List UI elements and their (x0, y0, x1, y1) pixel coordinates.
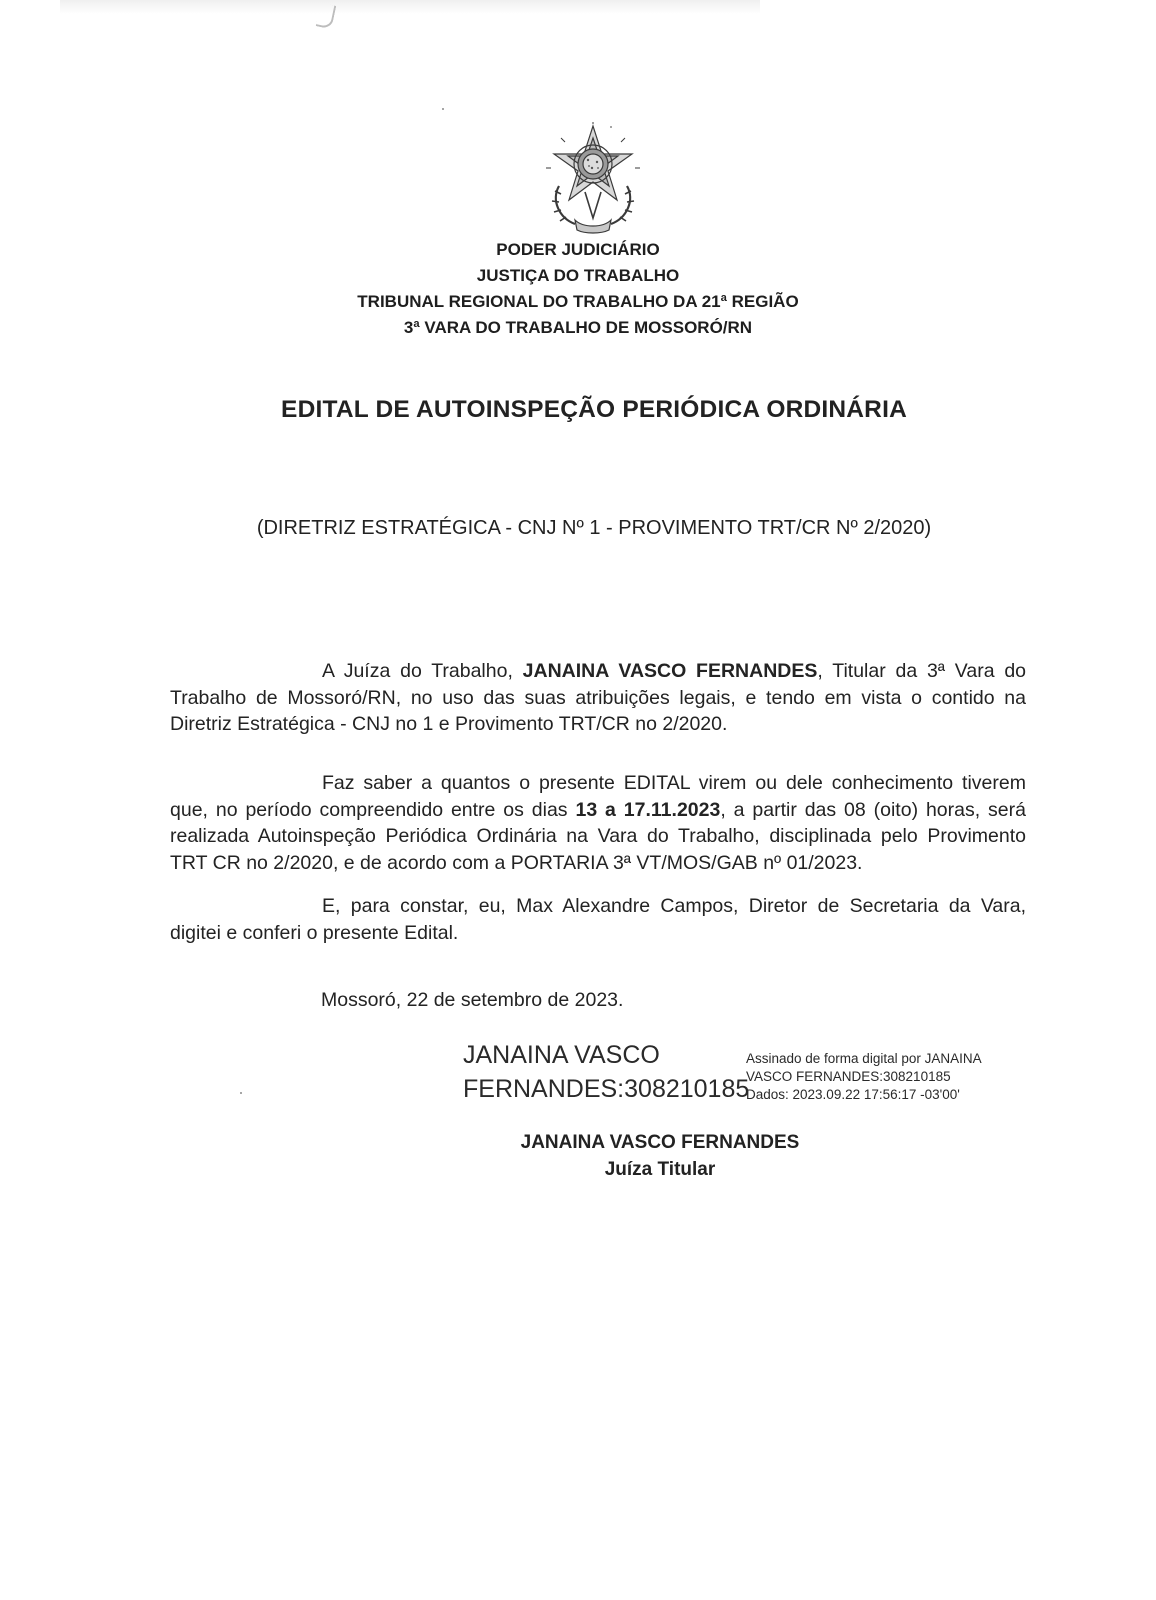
paragraph-judge-intro (170, 658, 1026, 738)
document-subtitle: (DIRETRIZ ESTRATÉGICA - CNJ Nº 1 - PROVIMENTO TRT/CR Nº 2/2020) (256, 517, 932, 539)
header-regional-court: TRIBUNAL REGIONAL DO TRABALHO DA 21ª REGIÃO (357, 292, 799, 311)
digital-signature-timestamp: Dados: 2023.09.22 17:56:17 -03'00' (746, 1087, 960, 1102)
document-title: EDITAL DE AUTOINSPEÇÃO PERIÓDICA ORDINÁRIA (281, 396, 907, 423)
paragraph-text: A Juíza do Trabalho, (322, 660, 523, 682)
header-labor-justice: JUSTIÇA DO TRABALHO (476, 266, 680, 285)
paragraph-text: , a partir das 08 (oito) horas, será realizada Autoinspeção Periódica Ordinária na Vara do Trabalho, disciplinada pelo Provimento TRT CR no 2/2020, e de acordo com a PORTARIA 3ª VT/MOS/GAB nº 01/2023. (170, 798, 1026, 874)
place-and-date: Mossoró, 22 de setembro de 2023. (321, 989, 624, 1011)
inspection-dates: 13 a 17.11.2023 (575, 798, 721, 821)
scan-pen-mark (316, 3, 337, 30)
paragraph-text: Faz saber a quantos o presente EDITAL virem ou dele conhecimento tiverem que, no período compreendido entre os dias (170, 772, 1026, 821)
header-labor-court: 3ª VARA DO TRABALHO DE MOSSORÓ/RN (403, 318, 753, 337)
digital-signature-name: JANAINA VASCO (463, 1041, 660, 1069)
paragraph-closing: E, para constar, eu, Max Alexandre Campos, Diretor de Secretaria da Vara, digitei e conferi o presente Edital. (170, 895, 1026, 944)
signer-role: Juíza Titular (604, 1159, 716, 1180)
paragraph-announcement (170, 770, 1026, 876)
scan-speck (442, 108, 444, 110)
scan-speck (240, 1092, 242, 1094)
digital-signature-id: FERNANDES:308210185 (463, 1075, 750, 1103)
judge-name: JANAINA VASCO FERNANDES (522, 660, 818, 682)
scan-edge-shadow (60, 0, 760, 14)
paragraph-text: , Titular da 3ª Vara do Trabalho de Mossoró/RN, no uso das suas atribuições legais, e tendo em vista o contido na Diretriz Estratégica - CNJ no 1 e Provimento TRT/CR no 2/2020. (170, 660, 1027, 735)
header-judiciary: PODER JUDICIÁRIO (496, 240, 660, 259)
signer-name: JANAINA VASCO FERNANDES (520, 1132, 800, 1153)
digital-signature-info: Assinado de forma digital por JANAINA (746, 1051, 982, 1066)
brazil-coat-of-arms-icon (545, 122, 641, 234)
digital-signature-info: VASCO FERNANDES:308210185 (746, 1069, 951, 1084)
